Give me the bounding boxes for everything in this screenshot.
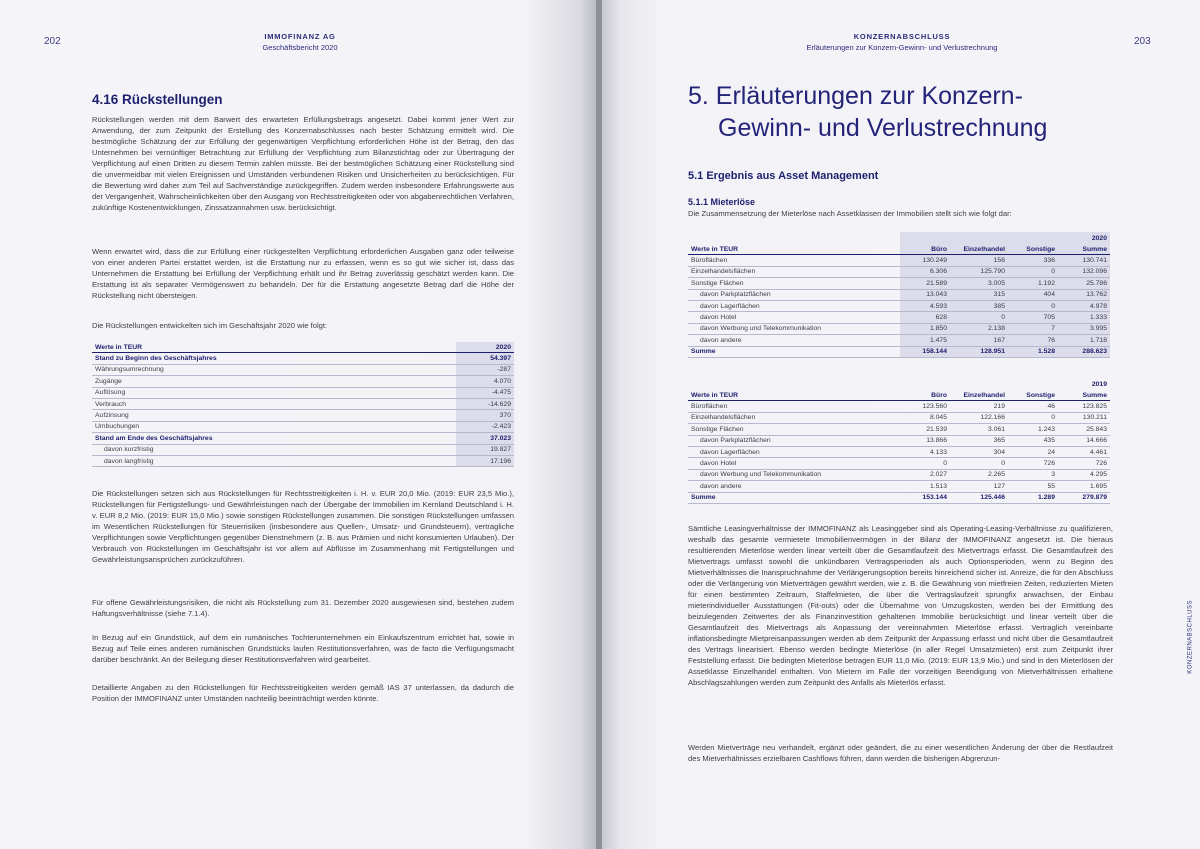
table-row: Stand am Ende des Geschäftsjahres 37.023: [92, 433, 514, 444]
page-number-right: 203: [1134, 36, 1151, 47]
table-header-row: Werte in TEUR Büro Einzelhandel Sonstige Summe: [688, 244, 1110, 255]
table-row: davon langfristig 17.196: [92, 455, 514, 466]
left-running-header: [200, 31, 400, 53]
table-row: davon Werbung und Telekommunikation 2.027 2.265 3 4.295: [688, 469, 1110, 480]
paragraph-7: Detaillierte Angaben zu den Rückstellungen für Rechtsstreitigkeiten werden gemäß IAS 37 unterlassen, da dadurch die Position der IMMOFINANZ unter Umständen nachteilig beeinträchtigt werden könnte.: [92, 683, 514, 703]
table-row: Sonstige Flächen 21.539 3.061 1.243 25.843: [688, 424, 1110, 435]
renegotiation-paragraph: Werden Mietverträge neu verhandelt, ergänzt oder geändert, die zu einer wesentlichen Änderung der über die Restlaufzeit des Mietverhältnisses erzielbaren Cashflows führen, dann werden die bisherigen Abgrenzun-: [688, 743, 1113, 763]
column-year: 2020: [456, 342, 514, 353]
table-row: Umbuchungen -2.423: [92, 421, 514, 432]
paragraph-5: Für offene Gewährleistungsrisiken, die nicht als Rückstellung zum 31. Dezember 2020 ausgewiesen sind, bestehen zudem Haftungsverhältnisse (siehe 7.1.4).: [92, 598, 514, 618]
table-row: davon Hotel 0 0 726 726: [688, 458, 1110, 469]
right-page: [602, 0, 1200, 849]
table-row: Aufzinsung 370: [92, 410, 514, 421]
table-row: Einzelhandelsflächen 6.306 125.790 0 132.096: [688, 266, 1110, 277]
subsection-title: 5.1 Ergebnis aus Asset Management: [688, 170, 879, 182]
table-row: Auflösung -4.475: [92, 387, 514, 398]
right-running-header: [772, 31, 1032, 53]
table-row: davon Lagerflächen 4.133 304 24 4.461: [688, 446, 1110, 457]
table-row: Währungsumrechnung -287: [92, 364, 514, 375]
header-subtitle: Erläuterungen zur Konzern-Gewinn- und Verlustrechnung: [806, 43, 998, 52]
page-number-left: 202: [44, 36, 61, 47]
table-row: davon andere 1.513 127 55 1.695: [688, 481, 1110, 492]
table-row: davon Hotel 628 0 705 1.333: [688, 312, 1110, 323]
chapter-title-line-2: Gewinn- und Verlustrechnung: [718, 114, 1048, 142]
subsubsection-title: 5.1.1 Mieterlöse: [688, 197, 756, 207]
chapter-title: [688, 80, 1047, 144]
table-row: Stand zu Beginn des Geschäftsjahres 54.397: [92, 353, 514, 364]
table-row: davon Werbung und Telekommunikation 1.850 2.138 7 3.995: [688, 323, 1110, 334]
table-row: Verbrauch -14.629: [92, 398, 514, 409]
table-row: Sonstige Flächen 21.589 3.005 1.192 25.786: [688, 278, 1110, 289]
table-header-row: [92, 342, 514, 353]
paragraph-4: Die Rückstellungen setzen sich aus Rückstellungen für Rechtsstreitigkeiten i. H. v. EUR 20,0 Mio. (2019: EUR 23,5 Mio.), Rückstellungen für Fertigstellungs- und Gewährleistungen nach der Übergabe der Immobilien im Kernland Deutschland i. H. v. EUR 8,2 Mio. (2019: EUR 15,0 Mio.) sowie sonstigen Rückstellungen zusammen. Die sonstigen Rückstellungen umfassen im Wesentlichen Rückstellungen für Steuerrisiken (insbesondere aus Quellen-, Umsatz- und Grundsteuern), vertragliche Verpflichtungen sowie Verpflichtungen gegenüber Dienstnehmern (z. B. aus Prämien und nicht konsumierten Urlauben). Der Verbrauch von Rückstellungen im Geschäftsjahr ist vor allem auf Abflüsse im Zusammenhang mit Fertigstellungen und Gewährleistungsansprüchen zurückzuführen.: [92, 489, 514, 564]
rental-income-table-2020: [688, 232, 1110, 358]
paragraph-3: Die Rückstellungen entwickelten sich im Geschäftsjahr 2020 wie folgt:: [92, 321, 328, 330]
table-intro: Die Zusammensetzung der Mieterlöse nach Assetklassen der Immobilien stellt sich wie folgt dar:: [688, 209, 1012, 218]
table-year: 2019: [1091, 380, 1107, 388]
table-row: davon Lagerflächen 4.593 385 0 4.978: [688, 300, 1110, 311]
table-row: davon Parkplatzflächen 13.043 315 404 13.762: [688, 289, 1110, 300]
leasing-paragraph: Sämtliche Leasingverhältnisse der IMMOFINANZ als Leasinggeber sind als Operating-Leasing-Verhältnisse zu qualifizieren, weshalb das gesamte vermietete Immobilienvermögen in der Bilanz der IMMOFINANZ angesetzt ist. Die hieraus resultierenden Mieterlöse werden linear verteilt über die Gesamtlaufzeit des Mietvertrags erfasst. Die Gesamtlaufzeit des Mietvertrags umfasst sowohl die unkündbaren Vertragsperioden als auch Optionsperioden, wenn zu Beginn des Mietverhältnisses die Inanspruchnahme der Verlängerungsoption bereits hinreichend sicher ist. Anreize, die für den Abschluss oder die Verlängerung von Mietverträgen gewährt werden, wie z. B. die Gewährung von mietfreien Zeiten, reduzierten Mieten für einen bestimmten Zeitraum, Staffelmieten, die über die Vertragslaufzeit sprungfix anwachsen, der Einbau mieterindividueller Ausstattungen (Fit-outs) oder die Übernahme von Umzugskosten, werden bei der Ermittlung des beizulegenden Zeitwertes der als Finanzinvestition gehaltenen Immobilie berücksichtigt und linear verteilt über die Gesamtlaufzeit des Mietvertrags als Anpassung der vereinnahmten Mieterlöse erfasst. Vertraglich vereinbarte inflationsbedingte Mietpreisanpassungen werden ab dem Zeitpunkt der Anpassung erfasst und nicht über die Gesamtlaufzeit des Vertrags linearisiert. Ebenso werden bedingte Mieterlöse (in aller Regel Umsatzmieten) erst zum Zeitpunkt ihrer Feststellung erfasst. Die bedingten Mieterlöse betragen EUR 11,0 Mio. (2019: EUR 13,9 Mio.) und sind in den Mieterlösen der Assetklasse Einzelhandel enthalten. Von Mietern im Falle der vorzeitigen Beendigung von Mietverhältnissen erhaltene Abschlagszahlungen werden zum Zeitpunkt des Anfalls als Mieterlös erfasst.: [688, 524, 1113, 687]
header-title: KONZERNABSCHLUSS: [853, 32, 951, 41]
table-row: davon Parkplatzflächen 13.866 365 435 14.666: [688, 435, 1110, 446]
section-title: 4.16 Rückstellungen: [92, 92, 223, 107]
year-row: [688, 378, 1110, 390]
header-report: Geschäftsbericht 2020: [262, 43, 338, 52]
left-page: [0, 0, 598, 849]
column-label: Werte in TEUR: [92, 342, 456, 353]
header-company: IMMOFINANZ AG: [264, 32, 336, 41]
side-section-label: KONZERNABSCHLUSS: [1188, 600, 1194, 674]
table-row: davon kurzfristig 19.827: [92, 444, 514, 455]
table-row: Einzelhandelsflächen 8.045 122.166 0 130.211: [688, 412, 1110, 423]
rental-income-table-2019: [688, 378, 1110, 504]
table-row: Büroflächen 130.249 156 336 130.741: [688, 255, 1110, 266]
table-row: Summe 153.144 125.446 1.289 279.879: [688, 492, 1110, 503]
chapter-title-line-1: 5. Erläuterungen zur Konzern-: [688, 82, 1023, 110]
paragraph-2: Wenn erwartet wird, dass die zur Erfüllung einer rückgestellten Verpflichtung erforderlichen Ausgaben ganz oder teilweise von einer anderen Partei erstattet werden, ist die Erstattung nur zu erfassen, wenn es so gut wie sicher ist, dass das Unternehmen die Erstattung bei Erfüllung der Verpflichtung erhält und ihr Betrag zuverlässig geschätzt werden kann. Die Erstattung ist als separater Vermögenswert zu behandeln. Der für die Erstattung angesetzte Betrag darf die Höhe der Rückstellung nicht übersteigen.: [92, 247, 514, 300]
paragraph-6: In Bezug auf ein Grundstück, auf dem ein rumänisches Tochterunternehmen ein Einkaufszentrum errichtet hat, sowie in Bezug auf Teile eines anderen rumänischen Grundstücks laufen Restitutionsverfahren, was de facto die Verfügungsmacht darüber beschränkt. An der Beilegung dieser Restitutionsverfahren wird gearbeitet.: [92, 633, 514, 664]
year-row: [688, 232, 1110, 244]
table-year: 2020: [1058, 232, 1110, 244]
provisions-table: [92, 342, 514, 467]
table-row: Summe 158.144 128.951 1.528 288.623: [688, 346, 1110, 357]
table-row: Büroflächen 123.560 219 46 123.825: [688, 401, 1110, 412]
table-header-row: Werte in TEUR Büro Einzelhandel Sonstige Summe: [688, 390, 1110, 401]
table-row: Zugänge 4.070: [92, 376, 514, 387]
table-row: davon andere 1.475 167 76 1.718: [688, 335, 1110, 346]
paragraph-1: Rückstellungen werden mit dem Barwert des erwarteten Erfüllungsbetrags angesetzt. Dabei kommt jener Wert zur Anwendung, der zum Zeitpunkt der Erstellung des Konzernabschlusses nach bester Schätzung ermittelt wird. Die bestmögliche Schätzung der zur Erfüllung der gegenwärtigen Verpflichtung erforderlichen Höhe ist der Betrag, den das Unternehmen bei vernünftiger Betrachtung zur Erfüllung der Verpflichtung zum Bilanzstichtag oder zur Übertragung der Verpflichtung auf einen Dritten zu diesem Termin zahlen müsste. Bei der bestmöglichen Schätzung einer Rückstellung sind die unvermeidbar mit vielen Ereignissen und Umständen verbundenen Risiken und Unsicherheiten zu berücksichtigen. Für die Bewertung wird daher zum Teil auf Sachverständige zurückgegriffen. Zudem werden insbesondere Erfahrungswerte aus der Vergangenheit, Wahrscheinlichkeiten über den Ausgang von Rechtsstreitigkeiten oder von abgabenrechtlichen Verfahren, zukünftige Kostenentwicklungen, Zinssatzannahmen usw. berücksichtigt.: [92, 115, 514, 212]
